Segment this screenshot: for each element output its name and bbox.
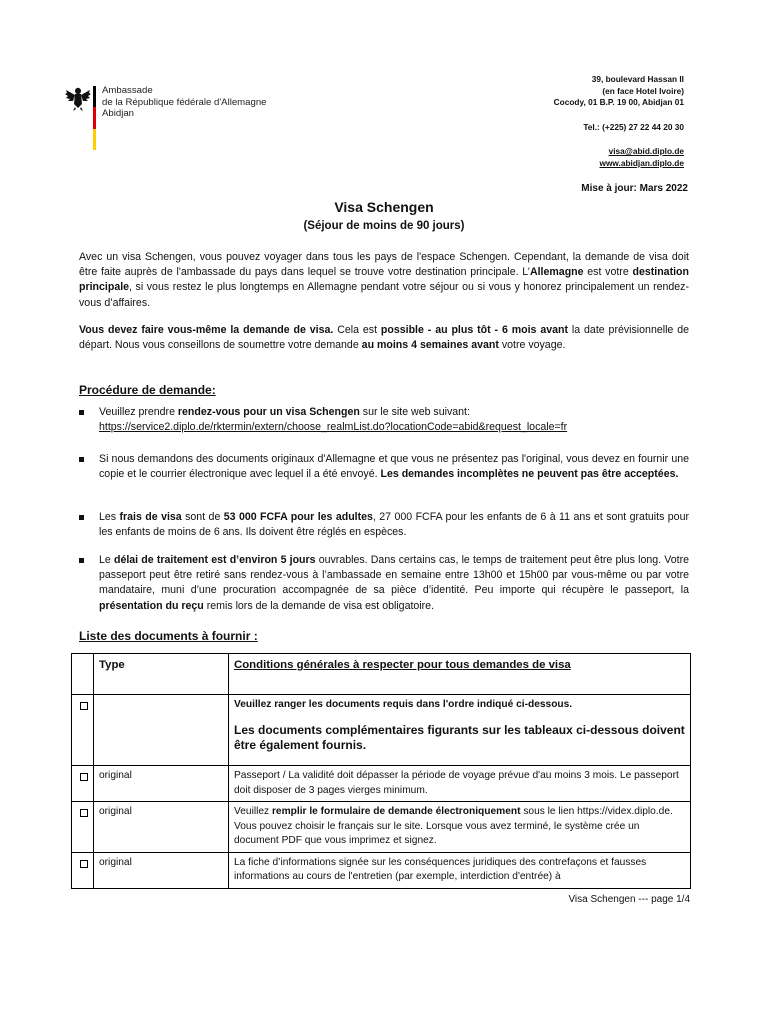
conditions-cell: Veuillez remplir le formulaire de demande électroniquement sous le lien https://videx.diplo.de. Vous pouvez choisir le français sur le site. Lorsque vous avez terminé, le système crée un document PDF que vous imprimez et signez. bbox=[229, 802, 691, 853]
table-row bbox=[72, 695, 691, 766]
update-date: Mise à jour: Mars 2022 bbox=[581, 183, 688, 194]
checkbox-icon[interactable] bbox=[80, 702, 88, 710]
type-cell: original bbox=[94, 766, 229, 802]
conditions-cell: Veuillez ranger les documents requis dans l'ordre indiqué ci-dessous. Les documents complémentaires figurants sur les tableaux ci-dessous doivent être également fournis. bbox=[229, 695, 691, 766]
checkbox-icon[interactable] bbox=[80, 809, 88, 817]
conditions-cell: Passeport / La validité doit dépasser la période de voyage prévue d'au moins 3 mois. Le passeport doit disposer de 3 pages vierges minimum. bbox=[229, 766, 691, 802]
appointment-link[interactable]: https://service2.diplo.de/rktermin/extern/choose_realmList.do?locationCode=abid&request_locale=fr bbox=[99, 421, 568, 434]
checkbox-icon[interactable] bbox=[80, 773, 88, 781]
website-link[interactable]: www.abidjan.diplo.de bbox=[599, 157, 684, 168]
address-line: Cocody, 01 B.P. 19 00, Abidjan 01 bbox=[553, 97, 684, 107]
intro-paragraph-1: Avec un visa Schengen, vous pouvez voyager dans tous les pays de l'espace Schengen. Cependant, la demande de visa doit être faite auprès de l'ambassade du pays dans lequel se trouve votre destination principale. L’Allemagne est votre destination principale, si vous restez le plus longtemps en Allemagne pendant votre séjour ou si vous y honorez principalement un rendez-vous d’affaires. bbox=[79, 251, 689, 309]
documents-heading: Liste des documents à fournir : bbox=[79, 629, 258, 643]
phone-number: Tel.: (+225) 27 22 44 20 30 bbox=[583, 121, 684, 132]
federal-eagle-icon bbox=[64, 84, 92, 112]
procedure-heading: Procédure de demande: bbox=[79, 383, 216, 397]
embassy-logo bbox=[64, 84, 92, 152]
list-item: Si nous demandons des documents originaux d'Allemagne et que vous ne présentez pas l'original, vous devez en fournir une copie et le courrier électronique avec lequel il a été envoyé. Les demandes incomplètes ne peuvent pas être acceptées. bbox=[79, 452, 689, 482]
type-cell: original bbox=[94, 802, 229, 853]
type-column-header: Type bbox=[94, 654, 229, 695]
embassy-line: Abidjan bbox=[102, 108, 135, 119]
table-header-row bbox=[72, 654, 691, 695]
german-flag-stripe bbox=[93, 86, 96, 150]
bullet-icon bbox=[79, 457, 84, 462]
table-row bbox=[72, 802, 691, 853]
list-item: Veuillez prendre rendez-vous pour un visa Schengen sur le site web suivant: https://service2.diplo.de/rktermin/extern/choose_realmList.do?locationCode=abid&request_locale=fr bbox=[79, 405, 689, 435]
documents-table bbox=[71, 653, 691, 889]
intro-paragraph-2: Vous devez faire vous-même la demande de visa. Cela est possible - au plus tôt - 6 mois avant la date prévisionnelle de départ. Nous vous conseillons de soumettre votre demande au moins 4 semaines avant votre voyage. bbox=[79, 324, 689, 352]
embassy-name bbox=[102, 85, 267, 120]
address-line: 39, boulevard Hassan II bbox=[591, 74, 684, 84]
checkbox-column-header bbox=[72, 654, 94, 695]
list-item: Le délai de traitement est d’environ 5 jours ouvrables. Dans certains cas, le temps de traitement peut être plus long. Votre passeport peut être retiré sans rendez-vous à l’ambassade en semaine entre 13h00 et 15h00 par vous-même ou par votre mandataire, muni d’une procuration accompagnée de sa pièce d’identité. Peu importe qui récupère le passeport, la présentation du reçu remis lors de la demande de visa est obligatoire. bbox=[79, 553, 689, 614]
table-row bbox=[72, 852, 691, 888]
conditions-cell: La fiche d’informations signée sur les conséquences juridiques des contrefaçons et fausses informations au cours de l'entretien (par exemple, interdiction d'entrée) à bbox=[229, 852, 691, 888]
bullet-icon bbox=[79, 558, 84, 563]
type-cell bbox=[94, 695, 229, 766]
address-line: (en face Hotel Ivoire) bbox=[602, 85, 684, 96]
table-row bbox=[72, 766, 691, 802]
embassy-address bbox=[554, 74, 684, 169]
bullet-icon bbox=[79, 410, 84, 415]
bullet-icon bbox=[79, 515, 84, 520]
page-footer: Visa Schengen --- page 1/4 bbox=[568, 894, 690, 905]
embassy-line: de la République fédérale d'Allemagne bbox=[102, 96, 267, 108]
checkbox-icon[interactable] bbox=[80, 860, 88, 868]
list-item: Les frais de visa sont de 53 000 FCFA pour les adultes, 27 000 FCFA pour les enfants de 6 à 11 ans et sont gratuits pour les enfants de moins de 6 ans. Ils doivent être réglés en espèces. bbox=[79, 510, 689, 540]
email-link[interactable]: visa@abid.diplo.de bbox=[608, 146, 684, 156]
conditions-column-header: Conditions générales à respecter pour tous demandes de visa bbox=[229, 654, 691, 695]
embassy-line: Ambassade bbox=[102, 85, 153, 96]
page-subtitle: (Séjour de moins de 90 jours) bbox=[303, 220, 465, 232]
page-title: Visa Schengen bbox=[334, 199, 434, 215]
type-cell: original bbox=[94, 852, 229, 888]
